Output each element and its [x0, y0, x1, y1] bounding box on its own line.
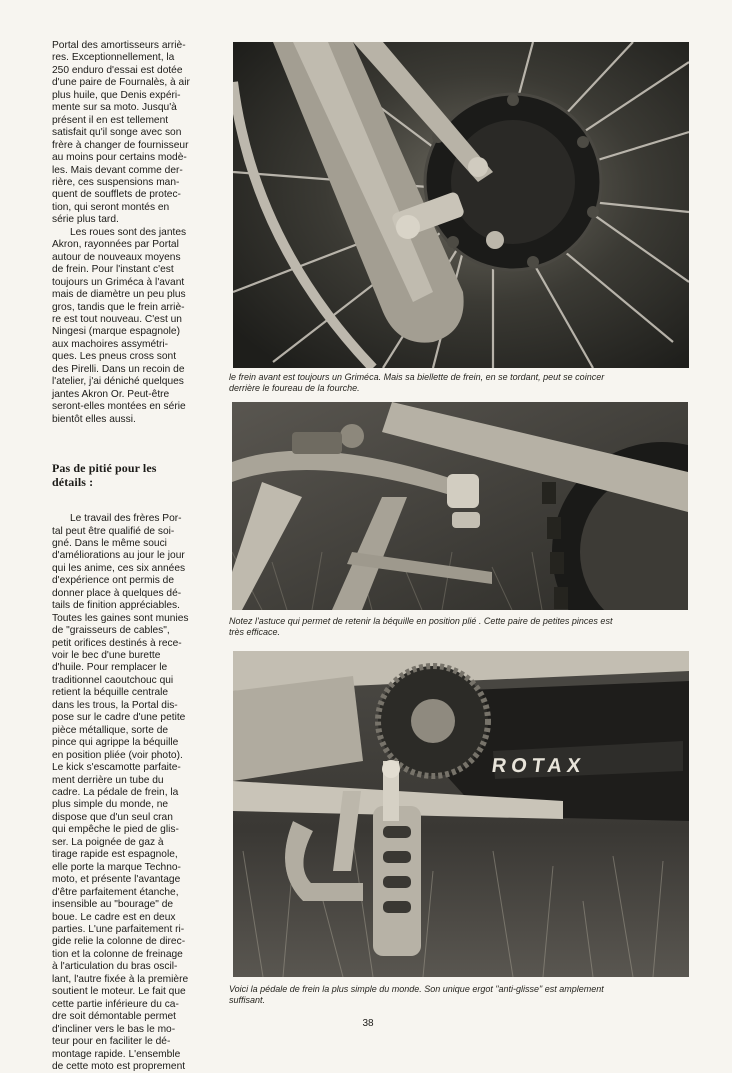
- photo-brake-pedal-caption: Voici la pédale de frein la plus simple du monde. Son unique ergot "anti-glisse" est amplement suffisant.: [229, 984, 604, 1005]
- photo-brake-pedal-image: [233, 651, 689, 977]
- page-number: 38: [362, 1018, 374, 1029]
- article-column: [52, 40, 198, 1073]
- article-paragraph-3: [52, 513, 198, 1073]
- engine-label: ROTAX: [490, 755, 587, 777]
- photo-stand-clip: [232, 402, 688, 610]
- article-paragraph-2-text: Les roues sont des jantes Akron, rayonnées par Portal autour de nouveaux moyens de frein. Pour l'instant c'est toujours un Griméca à l'avant mais de diamètre un peu plus gros, tandis que le frein arriè- re est tout nouveau. C'est un Ningesi (marque espagnole) aux machoires assymétri- ques. Les pneus cross sont des Pirelli. Dans un recoin de l'atelier, j'ai déniché quelques jantes Akron Or. Peut-être seront-elles montées en série bientôt elles aussi.: [52, 226, 187, 425]
- photo-stand-clip-image: [232, 402, 688, 610]
- photo-brake-pedal: [233, 651, 689, 977]
- photo-front-brake-caption: le frein avant est toujours un Griméca. Mais sa biellette de frein, en se tordant, peut se coincer derrière le foureau de la fourche.: [229, 372, 605, 393]
- photo-stand-clip-caption: Notez l'astuce qui permet de retenir la béquille en position plié . Cette paire de petites pinces est très efficace.: [229, 616, 613, 637]
- article-paragraph-1: Portal des amortisseurs arriè- res. Exceptionnellement, la 250 enduro d'essai est dotée d'une paire de Fournalès, à air plus huile, que Denis expéri- mente sur sa moto. Jusqu'à présent il en est tellement satisfait qu'il songe avec son frère à changer de fournisseur au moins pour certains modè- les. Mais devant comme der- rière, ces suspensions man- quent de soufflets de protec- tion, qui seront montés en série plus tard.: [52, 40, 190, 226]
- photo-front-brake-image: [233, 42, 689, 368]
- photo-front-brake: [233, 42, 689, 368]
- section-heading: Pas de pitié pour les détails :: [52, 461, 157, 489]
- article-paragraph-2: [52, 227, 198, 426]
- article-paragraph-3-text: Le travail des frères Por- tal peut être qualifié de soi- gné. Dans le même souci d'améliorations au jour le jour qui les anime, ces six années d'expérience ont permis de donner place à quelques dé- tails de finition appréciables. Toutes les gaines sont munies de "graisseurs de cables", petit orifices destinés à rece- voir le bec d'une burette d'huile. Pour remplacer le traditionnel caoutchouc qui retient la béquille centrale dans les trous, la Portal dis- pose sur le cadre d'une petite pièce métallique, sorte de pince qui agrippe la béquille en position pliée (voir photo). Le kick s'escamotte parfaite- ment derrière un tube du cadre. La pédale de frein, la plus simple du monde, ne dispose que d'un seul cran qui empêche le pied de glis- ser. La poignée de gaz à tirage rapide est espagnole, elle porte la marque Techno- moto, et présente l'avantage d'être parfaitement étanche, insensible au "bourage" de boue. Le cadre est en deux parties. L'une parfaitement ri- gide relie la colonne de direc- tion et la colonne de freinage à l'articulation du bras oscil- lant, l'autre fixée à la première soutient le moteur. Le fait que cette partie inférieure du ca- dre soit démontable permet d'incliner vers le bas le mo- teur pour en faciliter le dé- montage rapide. L'ensemble de cette moto est proprement: [52, 513, 189, 1072]
